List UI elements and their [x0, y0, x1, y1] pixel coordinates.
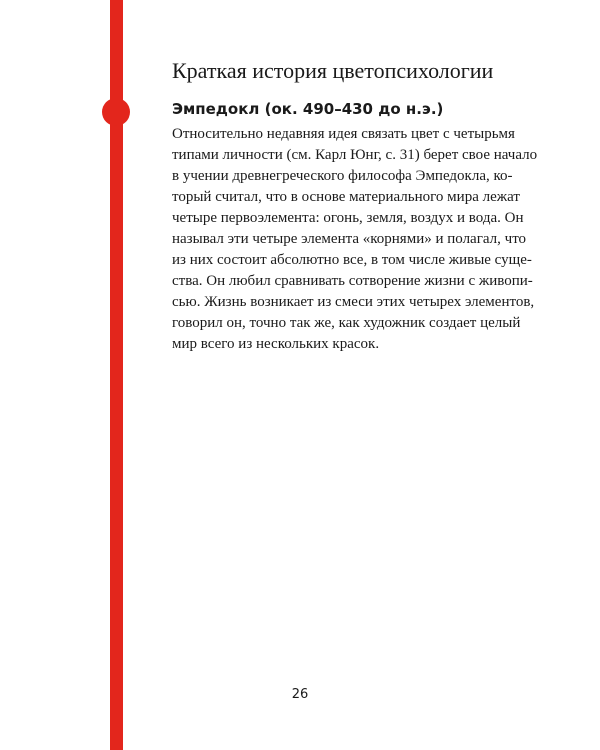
- body-line: мир всего из нескольких красок.: [172, 336, 380, 352]
- body-line: говорил он, точно так же, как художник создает целый: [172, 315, 521, 331]
- page-number: 26: [291, 687, 309, 702]
- body-line: четыре первоэлемента: огонь, земля, воздух и вода. Он: [172, 210, 524, 226]
- body-line: в учении древнегреческого философа Эмпедокла, ко-: [172, 168, 513, 184]
- body-line: ства. Он любил сравнивать сотворение жизни с живопи-: [172, 273, 533, 289]
- body-paragraph: [172, 124, 538, 355]
- body-line: Относительно недавняя идея связать цвет с четырьмя: [172, 126, 515, 142]
- page-title: Краткая история цветопсихологии: [172, 58, 494, 83]
- red-marker-dot: [102, 98, 130, 126]
- section-heading: Эмпедокл (ок. 490–430 до н.э.): [172, 100, 444, 118]
- body-line: сью. Жизнь возникает из смеси этих четырех элементов,: [172, 294, 535, 310]
- body-line: торый считал, что в основе материального мира лежат: [172, 189, 520, 205]
- body-line: называл эти четыре элемента «корнями» и полагал, что: [172, 231, 527, 247]
- body-line: типами личности (см. Карл Юнг, с. 31) берет свое начало: [172, 147, 538, 163]
- body-line: из них состоит абсолютно все, в том числе живые суще-: [172, 252, 532, 268]
